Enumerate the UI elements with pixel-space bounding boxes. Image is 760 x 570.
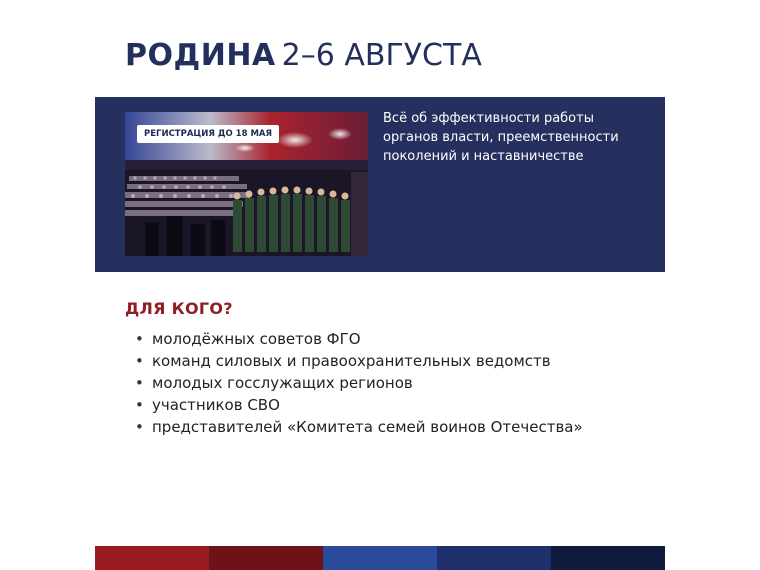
title-event-dates: 2–6 АВГУСТА <box>281 38 482 73</box>
title-event-name: РОДИНА <box>125 38 276 73</box>
event-photo <box>125 112 368 256</box>
banner-description: Всё об эффективности работы органов власти, преемственности поколений и наставничестве <box>383 111 619 164</box>
stripe-3 <box>323 546 437 570</box>
bullet-icon: • <box>135 418 144 436</box>
stripe-2 <box>209 546 323 570</box>
audience-heading: ДЛЯ КОГО? <box>125 299 233 318</box>
registration-badge: РЕГИСТРАЦИЯ ДО 18 МАЯ <box>137 125 279 143</box>
list-item <box>133 394 583 416</box>
stripe-4 <box>437 546 551 570</box>
list-item <box>133 328 583 350</box>
bullet-icon: • <box>135 352 144 370</box>
page-title <box>125 38 482 73</box>
audience-list <box>133 328 583 438</box>
list-item-text: команд силовых и правоохранительных ведомств <box>152 352 551 370</box>
footer-color-stripes <box>95 546 665 570</box>
list-item <box>133 372 583 394</box>
list-item <box>133 416 583 438</box>
list-item-text: участников СВО <box>152 396 280 414</box>
list-item-text: представителей «Комитета семей воинов Отечества» <box>152 418 583 436</box>
info-banner <box>95 97 665 272</box>
list-item <box>133 350 583 372</box>
list-item-text: молодёжных советов ФГО <box>152 330 361 348</box>
bullet-icon: • <box>135 374 144 392</box>
bullet-icon: • <box>135 396 144 414</box>
stripe-5 <box>551 546 665 570</box>
bullet-icon: • <box>135 330 144 348</box>
stripe-1 <box>95 546 209 570</box>
list-item-text: молодых госслужащих регионов <box>152 374 413 392</box>
